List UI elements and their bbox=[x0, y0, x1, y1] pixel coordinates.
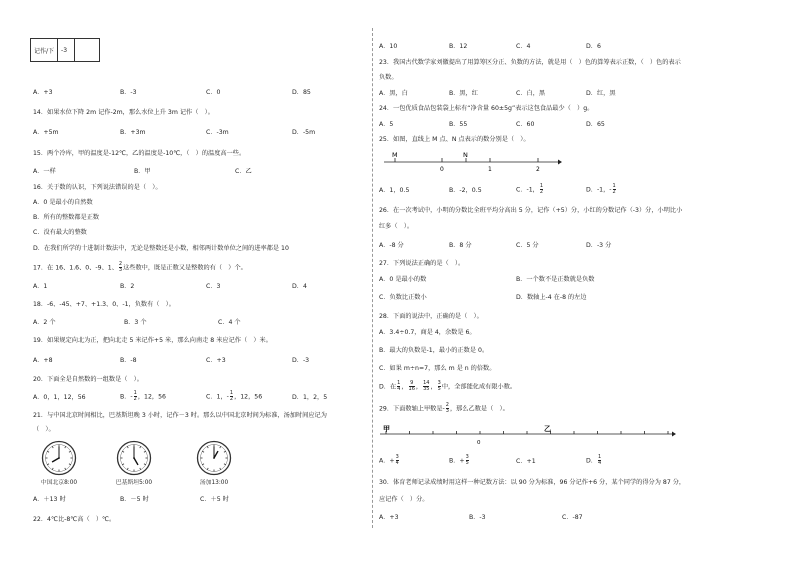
option-b[interactable]: B．+3m bbox=[120, 129, 146, 136]
option-a[interactable]: A．+5m bbox=[33, 129, 59, 136]
option-a[interactable]: A．+3 bbox=[33, 89, 53, 96]
option-b[interactable]: B．3 个 bbox=[124, 319, 147, 326]
fraction: $\frac{1}{4}$ bbox=[597, 454, 602, 466]
question-23-line2: 负数。 bbox=[379, 74, 398, 81]
option-b[interactable]: B．所有的整数都是正数 bbox=[33, 214, 100, 221]
option-d[interactable]: D．85 bbox=[292, 89, 311, 96]
fraction: $\frac{2}{3}$ bbox=[118, 261, 123, 273]
option-a[interactable]: A．1，0.5 bbox=[379, 187, 410, 194]
question-text: 17．在 16、1.6、0、-9、1、 bbox=[33, 264, 118, 272]
tick-label: 0 bbox=[440, 166, 444, 173]
option-d[interactable]: D．65 bbox=[586, 121, 605, 128]
question-25: 25．如图，直线上 M 点、N 点表示的数分别是（ ）。 bbox=[379, 136, 530, 143]
option-d[interactable]: D．4 bbox=[292, 283, 307, 290]
option-b[interactable]: B．2 bbox=[120, 283, 135, 290]
option-a[interactable]: A．一样 bbox=[33, 168, 56, 175]
option-a[interactable]: A．1 bbox=[33, 283, 48, 290]
option-c[interactable]: C．5 分 bbox=[516, 242, 539, 249]
option-b[interactable]: B．最大的负数是-1，最小的正数是 0。 bbox=[379, 347, 489, 354]
option-c[interactable]: C．60 bbox=[516, 121, 535, 128]
option-a[interactable]: A．0 是最小的自然数 bbox=[33, 199, 93, 206]
tick-label: 0 bbox=[477, 440, 481, 446]
question-26: 26．在一次考试中，小明的分数比全班平均分高出 5 分，记作（+5）分，小红的分数记作（-3）分，小明比小 bbox=[379, 207, 683, 214]
question-23: 23．我国古代数学家刘徽提出了用算筹区分正、负数的方法，就是用（ ）色的算筹表示正数，（ ）色的表示 bbox=[379, 59, 681, 66]
option-d[interactable]: D．1，2，5 bbox=[292, 394, 328, 401]
option-b[interactable]: B．黑，红 bbox=[449, 90, 478, 97]
clock-caption: 汤加13:00 bbox=[199, 480, 229, 486]
table-cell: -3 bbox=[58, 39, 75, 62]
option-b[interactable] bbox=[120, 391, 166, 402]
question-21-line2: （ ）。 bbox=[33, 426, 55, 433]
fraction: $\frac{2}{3}$ bbox=[445, 402, 449, 414]
question-26-line2: 红多（ ）。 bbox=[379, 223, 414, 230]
option-b[interactable]: B．12 bbox=[449, 43, 468, 50]
point-jia-label: 甲 bbox=[383, 425, 390, 433]
option-a[interactable]: A．2 个 bbox=[33, 319, 56, 326]
option-c[interactable] bbox=[206, 391, 262, 402]
question-24: 24．一包优质食品包装袋上标有“净含量 60±5g”表示这包食品最少（ ）g。 bbox=[379, 105, 594, 112]
option-b[interactable]: B．-8 bbox=[120, 357, 137, 364]
option-c[interactable]: C．＋5 时 bbox=[200, 496, 229, 503]
question-30-line2: 应记作（ ）分。 bbox=[379, 496, 429, 503]
option-text: B．+ bbox=[449, 457, 465, 465]
option-text: B．- bbox=[120, 393, 133, 401]
option-b[interactable]: B．-3 bbox=[469, 514, 486, 521]
fraction: $\frac{1}{4}$ bbox=[397, 380, 401, 392]
question-19: 19．如果规定向北为正，把向北走 5 米记作+5 米，那么向南走 8 米应记作（ ）米。 bbox=[33, 337, 272, 344]
question-30: 30．体育老师记录成绩时用这样一种记数方法：以 90 分为标准，96 分记作+6 分，某个同学的得分为 87 分， bbox=[379, 479, 686, 486]
option-c[interactable]: C．没有最大的整数 bbox=[33, 229, 87, 236]
number-line-jia-yi bbox=[380, 420, 676, 448]
question-22: 22．4℃比-8℃高（ ）℃。 bbox=[33, 516, 116, 523]
question-text: ，那么乙数是（ ）。 bbox=[449, 405, 509, 413]
option-a[interactable]: A．黑，白 bbox=[379, 90, 408, 97]
clock-icon bbox=[196, 440, 232, 476]
option-a[interactable] bbox=[379, 455, 400, 466]
fraction: $\frac{1}{2}$ bbox=[229, 390, 234, 402]
question-15: 15．两个冷库，甲的温度是-12℃，乙的温度是-10℃，（ ）的温度高一些。 bbox=[33, 150, 246, 157]
fraction: $\frac{14}{35}$ bbox=[423, 380, 430, 392]
option-d[interactable]: D．-3 分 bbox=[586, 242, 612, 249]
fraction: $\frac{1}{2}$ bbox=[133, 390, 137, 402]
question-21: 21．与中国北京时间相比，巴基斯坦晚 3 小时，记作－3 时。那么以中国北京时间为标准，汤加时间应记为 bbox=[33, 412, 327, 419]
option-d[interactable]: D．-3 bbox=[292, 357, 310, 364]
question-17 bbox=[33, 262, 247, 273]
clock-icon bbox=[116, 440, 152, 476]
option-d[interactable]: D．-5m bbox=[292, 129, 316, 136]
question-text: 29．下面数轴上甲数是- bbox=[379, 405, 445, 413]
option-a[interactable]: A．+8 bbox=[33, 357, 53, 364]
option-a[interactable]: A．＋13 时 bbox=[33, 496, 66, 503]
option-c[interactable]: C．乙 bbox=[235, 168, 252, 175]
option-c[interactable]: C．白，黑 bbox=[516, 90, 546, 97]
option-c[interactable]: C．如果 m÷n=7，那么 m 是 n 的倍数。 bbox=[379, 365, 496, 372]
question-20: 20．下面全是自然数的一组数是（ ）。 bbox=[33, 376, 143, 383]
tick-label: 2 bbox=[536, 166, 540, 173]
option-a[interactable]: A．10 bbox=[379, 43, 398, 50]
option-c[interactable]: C．4 个 bbox=[218, 319, 241, 326]
option-a[interactable]: A．5 bbox=[379, 121, 394, 128]
option-b[interactable]: B．－5 时 bbox=[120, 496, 149, 503]
option-b[interactable] bbox=[449, 455, 470, 466]
option-d[interactable] bbox=[586, 184, 617, 195]
answer-table bbox=[30, 38, 100, 62]
clock-caption: 巴基斯坦5:00 bbox=[115, 480, 153, 486]
question-28: 28．下面的说法中，正确的是（ ）。 bbox=[379, 313, 483, 320]
question-text: 这些数中，既是正数又是整数的有（ ）个。 bbox=[123, 264, 247, 272]
option-c[interactable]: C．3 bbox=[206, 283, 221, 290]
clock-tonga bbox=[188, 440, 240, 486]
option-b[interactable]: B．55 bbox=[449, 121, 468, 128]
point-n-label: N bbox=[463, 151, 468, 159]
option-d[interactable]: D．在我们所学的十进制计数法中，无论是整数还是小数，相邻两计数单位之间的进率都是 10 bbox=[33, 245, 289, 252]
tick-label: 1 bbox=[488, 166, 492, 173]
option-b[interactable]: B．-2，0.5 bbox=[449, 187, 482, 194]
option-a[interactable]: A．0 是最小的数 bbox=[379, 276, 427, 283]
fraction: $\frac{9}{16}$ bbox=[408, 380, 415, 392]
clock-beijing bbox=[33, 440, 85, 486]
option-text: ，12，56 bbox=[137, 393, 166, 401]
point-yi-label: 乙 bbox=[544, 425, 551, 433]
question-29 bbox=[379, 403, 509, 414]
option-d[interactable]: D．6 bbox=[586, 43, 601, 50]
option-a[interactable]: A．-8 分 bbox=[379, 242, 404, 249]
question-14: 14．如果水位下降 2m 记作-2m，那么水位上升 3m 记作（ ）。 bbox=[33, 109, 214, 116]
fraction: $\frac{3}{5}$ bbox=[437, 380, 441, 392]
option-b[interactable]: B．甲 bbox=[134, 168, 151, 175]
option-text: 中，全部能化成有限小数。 bbox=[441, 383, 517, 391]
fraction: $\frac{3}{5}$ bbox=[465, 454, 469, 466]
option-c[interactable]: C．+1 bbox=[516, 458, 536, 465]
option-b[interactable]: B．8 分 bbox=[449, 242, 472, 249]
number-line-mn bbox=[382, 148, 562, 176]
option-c[interactable]: C．-87 bbox=[562, 514, 583, 521]
option-c[interactable]: C．4 bbox=[516, 43, 531, 50]
question-27: 27．下列说法正确的是（ ）。 bbox=[379, 260, 465, 267]
option-d[interactable] bbox=[586, 455, 602, 466]
option-d[interactable]: D．红，黑 bbox=[586, 90, 616, 97]
clock-pakistan bbox=[108, 440, 160, 486]
option-text: A．+ bbox=[379, 457, 395, 465]
option-a[interactable]: A．3.4÷0.7，商是 4，余数是 6。 bbox=[379, 329, 476, 336]
column-divider bbox=[372, 28, 373, 528]
clock-icon bbox=[41, 440, 77, 476]
option-c[interactable]: C．-3m bbox=[206, 129, 229, 136]
option-text: D．-1，- bbox=[586, 186, 612, 194]
table-cell bbox=[75, 39, 100, 62]
option-c[interactable]: C．负数比正数小 bbox=[379, 294, 427, 301]
clock-caption: 中国北京8:00 bbox=[40, 480, 78, 486]
option-b[interactable]: B．一个数不是正数就是负数 bbox=[516, 276, 595, 283]
fraction: $\frac{1}{2}$ bbox=[539, 183, 544, 195]
option-b[interactable]: B．-3 bbox=[120, 89, 137, 96]
fraction: $\frac{1}{2}$ bbox=[612, 183, 616, 195]
option-d[interactable]: D．数轴上-4 在-8 的左边 bbox=[516, 294, 587, 301]
option-a[interactable]: A．0，1，12，56 bbox=[33, 394, 86, 401]
option-c[interactable]: C．0 bbox=[206, 89, 221, 96]
option-text: D．在 bbox=[379, 383, 397, 391]
fraction: $\frac{3}{4}$ bbox=[395, 454, 399, 466]
option-d[interactable]: D．在 $\frac{1}{4}$ ， $\frac{9}{16}$ ， $\frac{14}{35}$ ， $\frac{3}{5}$ 中，全部能化成有限小数。 bbox=[379, 380, 517, 392]
option-text: C．1，- bbox=[206, 393, 229, 401]
option-a[interactable]: A．+3 bbox=[379, 514, 399, 521]
point-m-label: M bbox=[392, 151, 398, 159]
option-text: D． bbox=[586, 457, 597, 465]
option-c[interactable]: C．+3 bbox=[206, 357, 226, 364]
table-cell: 记作/下 bbox=[31, 39, 58, 62]
option-c[interactable] bbox=[516, 184, 544, 195]
option-text: ，12，56 bbox=[234, 393, 263, 401]
option-text: C．-1， bbox=[516, 186, 539, 194]
question-18: 18．-6、-45、+7、+1.3、0、-1，负数有（ ）。 bbox=[33, 301, 175, 308]
question-16: 16．关于数的认识，下列说法错误的是（ ）。 bbox=[33, 184, 162, 191]
